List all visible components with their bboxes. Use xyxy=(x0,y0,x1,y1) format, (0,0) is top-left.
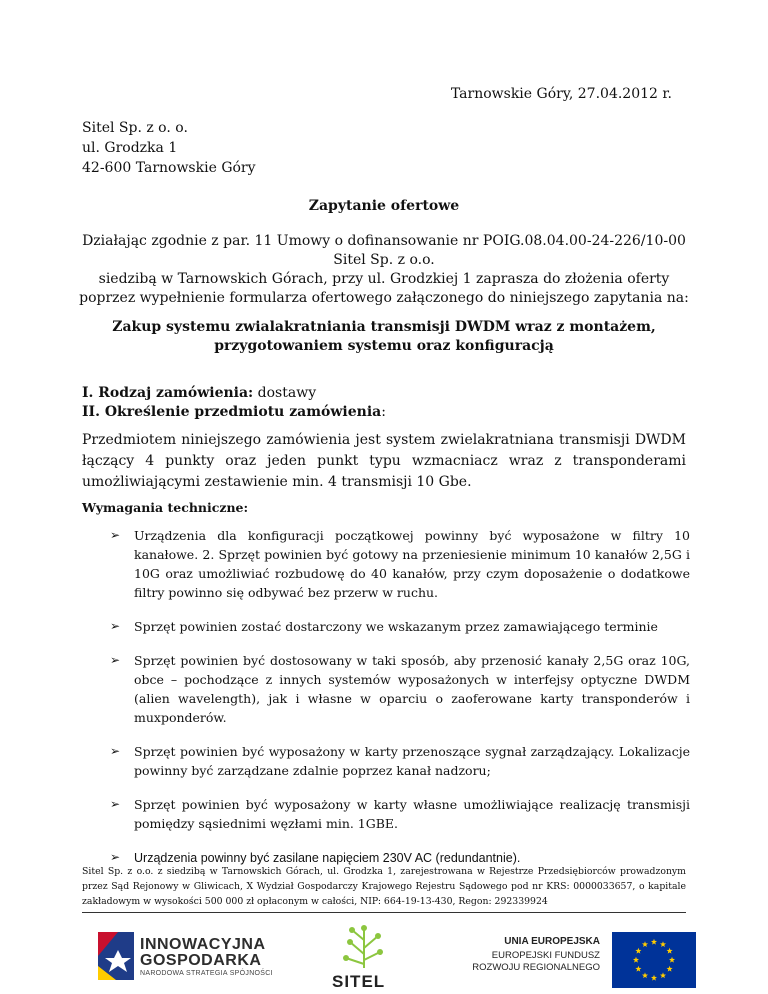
requirements-list xyxy=(110,526,690,883)
eu-flag-icon xyxy=(612,932,696,988)
eu-line2: EUROPEJSKI FUNDUSZ xyxy=(491,950,600,961)
order-subject-heading xyxy=(82,403,386,422)
order-type-value: dostawy xyxy=(253,385,317,401)
arrow-bullet-icon: ➢ xyxy=(110,744,121,758)
recipient-address xyxy=(82,118,256,178)
address-line: 42-600 Tarnowskie Góry xyxy=(82,160,256,176)
order-subject-suffix: : xyxy=(381,404,386,420)
requirement-item xyxy=(110,795,690,833)
ig-line2: GOSPODARKA xyxy=(140,952,262,969)
intro-paragraph xyxy=(70,232,698,308)
address-line: ul. Grodzka 1 xyxy=(82,140,178,156)
requirement-text: Sprzęt powinien zostać dostarczony we wskazanym przez zamawiającego terminie xyxy=(134,619,658,634)
subject-line: Zakup systemu zwialakratniania transmisji DWDM wraz z montażem, xyxy=(112,319,656,335)
order-description: Przedmiotem niniejszego zamówienia jest system zwielakratniana transmisji DWDM łączący 4 punkty oraz jeden punkt typu wzmacniacz wraz z transponderami umożliwiającymi zestawienie min. 4 transmisji 10 Gbe. xyxy=(82,432,686,490)
company-footer: Sitel Sp. z o.o. z siedzibą w Tarnowskich Górach, ul. Grodzka 1, zarejestrowana w Rejestrze Przedsiębiorców prowadzonym przez Sąd Rejonowy w Gliwicach, X Wydział Gospodarczy Krajowego Rejestru Sądowego pod nr KRS: 0000033657, o kapitale zakładowym w wysokości 500 000 zł opłaconym w całości, NIP: 664-19-13-430, Regon: 292339924 xyxy=(82,866,686,907)
requirement-text: Sprzęt powinien być wyposażony w karty przenoszące sygnał zarządzający. Lokalizacje powinny być zarządzane zdalnie poprzez kanał nadzoru; xyxy=(134,744,690,778)
arrow-bullet-icon: ➢ xyxy=(110,797,121,811)
eu-line3: ROZWOJU REGIONALNEGO xyxy=(472,962,600,973)
requirement-item xyxy=(110,526,690,602)
requirement-text: Urządzenia dla konfiguracji początkowej powinny być wyposażone w filtry 10 kanałowe. 2. Sprzęt powinien być gotowy na przeniesienie minimum 10 kanałów 2,5G i 10G oraz umożliwiać rozbudowę do 40 kanałów, przy czym doposażenie o dodatkowe filtry powinno się odbywać bez przerw w ruchu. xyxy=(134,528,690,600)
requirement-text: Sprzęt powinien być dostosowany w taki sposób, aby przenosić kanały 2,5G oraz 10G, obce – pochodzące z innych systemów wyposażonych w interfejsy optyczne DWDM (alien wavelength), jak i własne w oparciu o zaoferowane karty transponderów i muxponderów. xyxy=(134,653,690,725)
intro-line: Działając zgodnie z par. 11 Umowy o dofinansowanie nr POIG.08.04.00-24-226/10-00 xyxy=(82,233,686,249)
arrow-bullet-icon: ➢ xyxy=(110,850,121,864)
ig-line1: INNOWACYJNA xyxy=(140,936,266,953)
order-subject xyxy=(70,318,698,356)
ig-line3: NARODOWA STRATEGIA SPÓJNOŚCI xyxy=(140,970,273,977)
innowacyjna-gospodarka-logo xyxy=(96,928,276,984)
eu-line1: UNIA EUROPEJSKA xyxy=(504,936,600,947)
order-details xyxy=(82,384,386,422)
requirement-text: Sprzęt powinien być wyposażony w karty własne umożliwiające realizację transmisji pomiędzy sąsiednimi węzłami min. 1GBE. xyxy=(134,797,690,831)
intro-line: siedzibą w Tarnowskich Górach, przy ul. Grodzkiej 1 zaprasza do złożenia oferty xyxy=(98,271,670,287)
requirements-title: Wymagania techniczne: xyxy=(82,500,249,515)
requirement-item xyxy=(110,617,690,636)
order-type-label: I. Rodzaj zamówienia: xyxy=(82,385,254,401)
requirement-text: Urządzenia powinny być zasilane napięciem 230V AC (redundantnie). xyxy=(134,851,521,865)
order-subject-label: II. Określenie przedmiotu zamówienia xyxy=(82,404,382,420)
requirement-item xyxy=(110,651,690,727)
circuit-tree-icon xyxy=(332,920,396,970)
requirement-item xyxy=(110,742,690,780)
arrow-bullet-icon: ➢ xyxy=(110,528,121,542)
subject-line: przygotowaniem systemu oraz konfiguracją xyxy=(214,338,554,354)
footer-divider xyxy=(82,912,686,913)
ig-emblem-icon xyxy=(96,930,136,982)
arrow-bullet-icon: ➢ xyxy=(110,619,121,633)
document-title: Zapytanie ofertowe xyxy=(308,198,460,214)
logos-bar xyxy=(0,920,768,994)
eu-fund-logo xyxy=(472,932,696,988)
arrow-bullet-icon: ➢ xyxy=(110,653,121,667)
sitel-wordmark: SITEL xyxy=(332,972,386,991)
address-line: Sitel Sp. z o. o. xyxy=(82,120,188,136)
order-type xyxy=(82,384,386,403)
date-line: Tarnowskie Góry, 27.04.2012 r. xyxy=(450,86,672,102)
sitel-logo xyxy=(326,920,416,994)
intro-line: poprzez wypełnienie formularza ofertowego załączonego do niniejszego zapytania na: xyxy=(79,290,689,306)
intro-line: Sitel Sp. z o.o. xyxy=(333,252,435,268)
